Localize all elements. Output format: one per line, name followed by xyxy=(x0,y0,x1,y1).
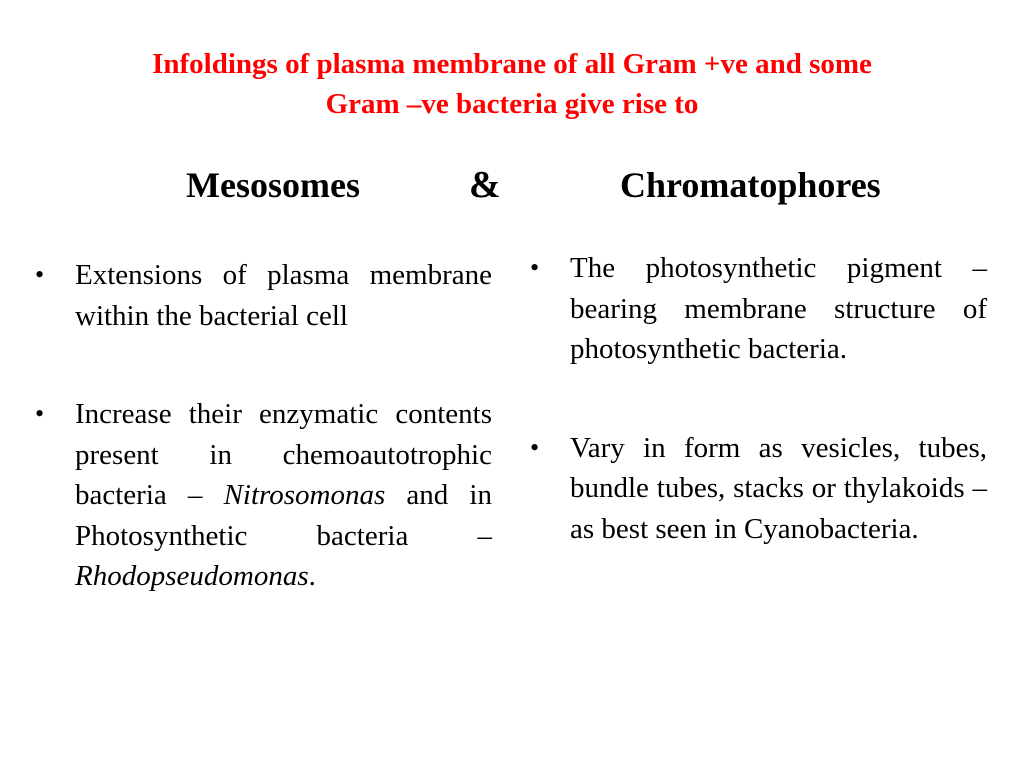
bullet-item xyxy=(35,394,492,597)
bullet-text-part: Increase their enzymatic contents present in chemoautotrophic bacteria – xyxy=(75,398,492,511)
mesosomes-column xyxy=(35,255,492,597)
bullet-icon: • xyxy=(530,432,540,462)
heading-ampersand: & xyxy=(469,164,501,206)
heading-chromatophores: Chromatophores xyxy=(620,165,881,205)
bullet-text: Vary in form as vesicles, tubes, bundle tubes, stacks or thylakoids – as best seen in Cyanobacteria. xyxy=(570,431,987,545)
bullet-item xyxy=(530,248,987,370)
bullet-text: Extensions of plasma membrane within the bacterial cell xyxy=(75,259,492,332)
bullet-text: The photosynthetic pigment – bearing membrane structure of photosynthetic bacteria. xyxy=(570,252,987,365)
title-line-1: Infoldings of plasma membrane of all Gram +ve and some xyxy=(152,48,872,80)
bullet-text-part: . xyxy=(308,560,316,592)
bullet-icon: • xyxy=(35,399,45,428)
bullet-item xyxy=(35,255,492,336)
organism-name-rhodopseudomonas: Rhodopseudomonas xyxy=(75,560,309,592)
heading-mesosomes: Mesosomes xyxy=(186,165,360,205)
chromatophores-column xyxy=(530,248,987,549)
title-line-2: Gram –ve bacteria give rise to xyxy=(325,88,699,120)
bullet-icon: • xyxy=(530,253,540,282)
bullet-text-part: and in Photosynthetic bacteria – xyxy=(75,479,492,552)
bullet-icon: • xyxy=(35,260,45,289)
slide-title xyxy=(60,44,964,124)
bullet-item xyxy=(530,428,987,550)
organism-name-nitrosomonas: Nitrosomonas xyxy=(223,479,386,511)
